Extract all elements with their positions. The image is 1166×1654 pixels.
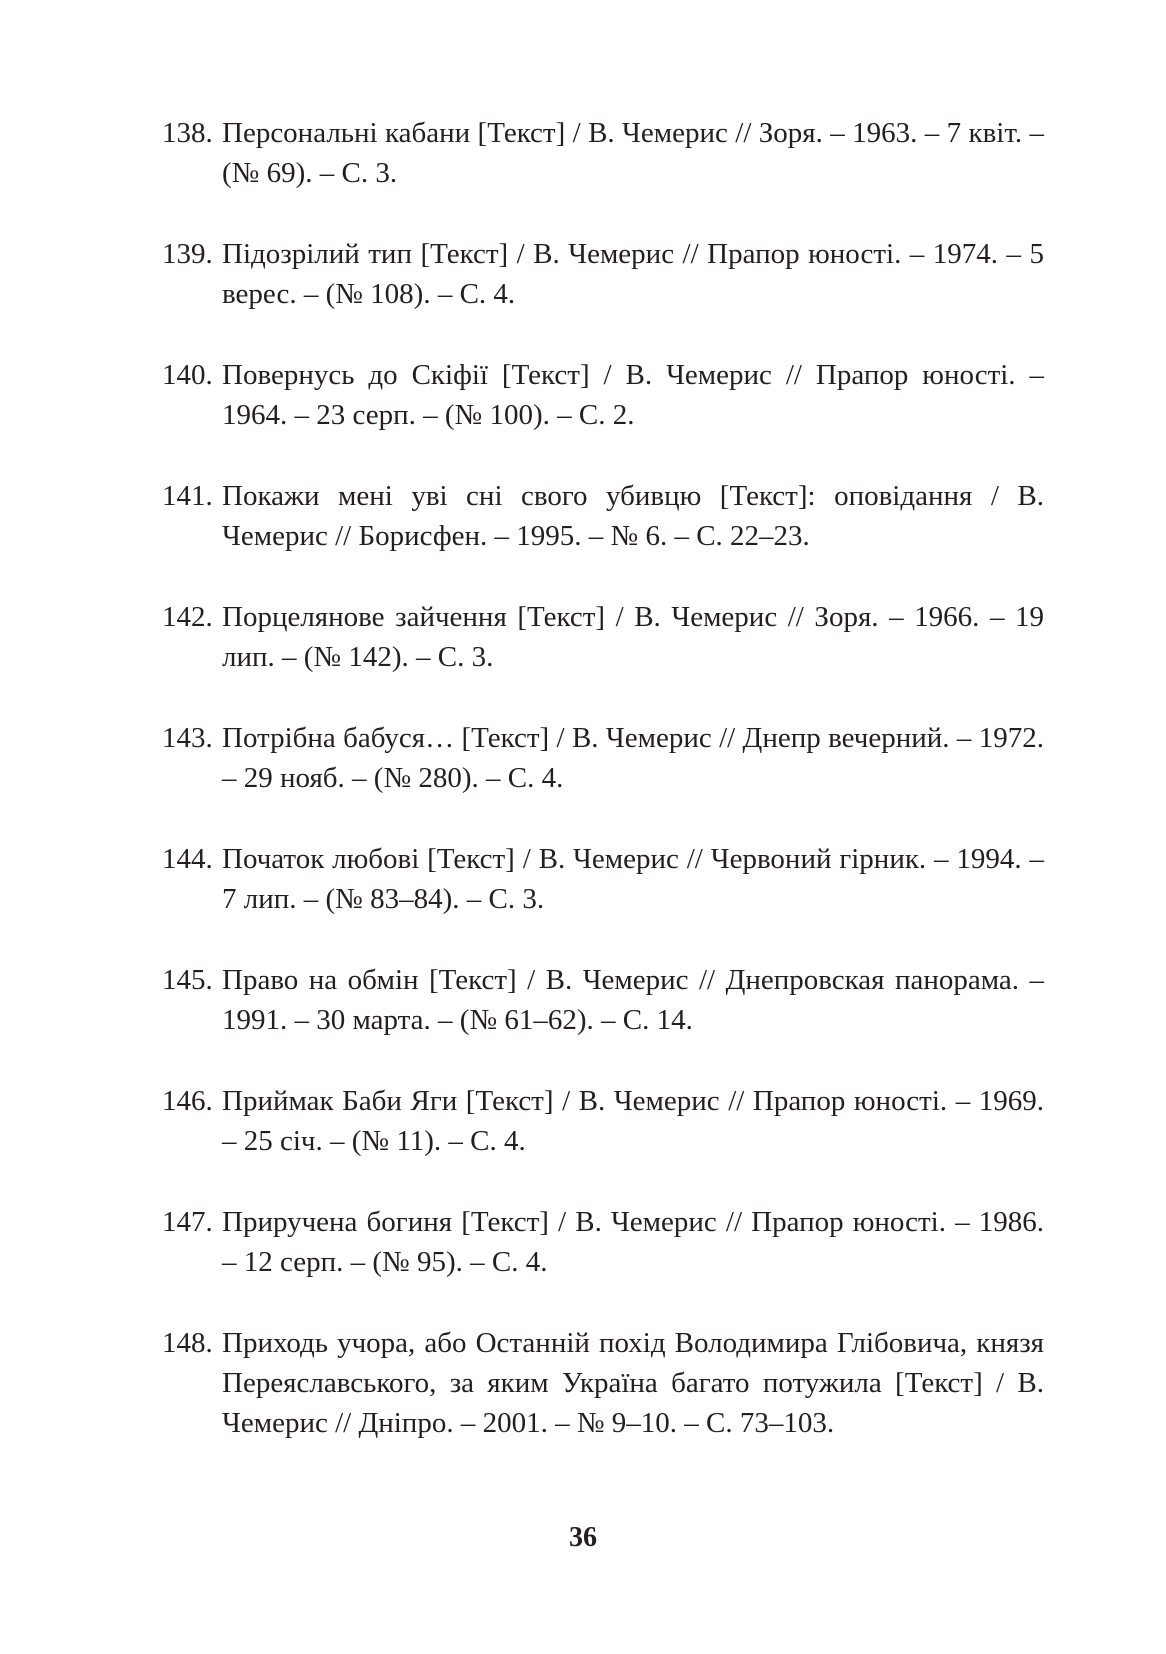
entry-text: Порцелянове зайчення [Текст] / В. Чемерис // Зоря. – 1966. – 19 лип. – (№ 142). – С. 3. [222,601,1044,673]
entry-number: 148. [162,1327,213,1359]
bibliography-entry-139 [162,234,1044,314]
entry-number: 139. [162,238,213,270]
entry-number: 141. [162,480,213,512]
bibliography-entry-143 [162,718,1044,798]
entry-text: Потрібна бабуся… [Текст] / В. Чемерис // Днепр вечерний. – 1972. – 29 нояб. – (№ 280). – С. 4. [222,722,1044,794]
bibliography-entry-148 [162,1323,1044,1443]
bibliography-list [162,113,1044,1484]
bibliography-entry-146 [162,1081,1044,1161]
entry-number: 144. [162,843,213,875]
entry-text: Приручена богиня [Текст] / В. Чемерис // Прапор юності. – 1986. – 12 серп. – (№ 95). – С. 4. [222,1206,1044,1278]
entry-text: Повернусь до Скіфії [Текст] / В. Чемерис // Прапор юності. – 1964. – 23 серп. – (№ 100). – С. 2. [222,359,1044,431]
entry-text: Право на обмін [Текст] / В. Чемерис // Днепровская панорама. – 1991. – 30 марта. – (№ 61–62). – С. 14. [222,964,1044,1036]
entry-number: 138. [162,117,213,149]
entry-text: Персональні кабани [Текст] / В. Чемерис // Зоря. – 1963. – 7 квіт. – (№ 69). – С. 3. [222,117,1044,189]
entry-text: Покажи мені уві сні свого убивцю [Текст]: оповідання / В. Чемерис // Борисфен. – 1995. – № 6. – С. 22–23. [222,480,1044,552]
entry-number: 140. [162,359,213,391]
entry-text: Приймак Баби Яги [Текст] / В. Чемерис // Прапор юності. – 1969. – 25 січ. – (№ 11). – С. 4. [222,1085,1044,1157]
entry-number: 147. [162,1206,213,1238]
bibliography-entry-142 [162,597,1044,677]
entry-text: Приходь учора, або Останній похід Володимира Глібовича, князя Переяславського, за яким Україна багато потужила [Текст] / В. Чемерис // Дніпро. – 2001. – № 9–10. – С. 73–103. [222,1327,1044,1439]
bibliography-entry-144 [162,839,1044,919]
entry-number: 143. [162,722,213,754]
bibliography-entry-147 [162,1202,1044,1282]
entry-number: 146. [162,1085,213,1117]
bibliography-entry-138 [162,113,1044,193]
bibliography-entry-141 [162,476,1044,556]
entry-number: 145. [162,964,213,996]
entry-number: 142. [162,601,213,633]
entry-text: Підозрілий тип [Текст] / В. Чемерис // Прапор юності. – 1974. – 5 верес. – (№ 108). – С. 4. [222,238,1044,310]
bibliography-entry-145 [162,960,1044,1040]
page-number: 36 [569,1522,597,1553]
bibliography-entry-140 [162,355,1044,435]
entry-text: Початок любові [Текст] / В. Чемерис // Червоний гірник. – 1994. – 7 лип. – (№ 83–84). – С. 3. [222,843,1044,915]
